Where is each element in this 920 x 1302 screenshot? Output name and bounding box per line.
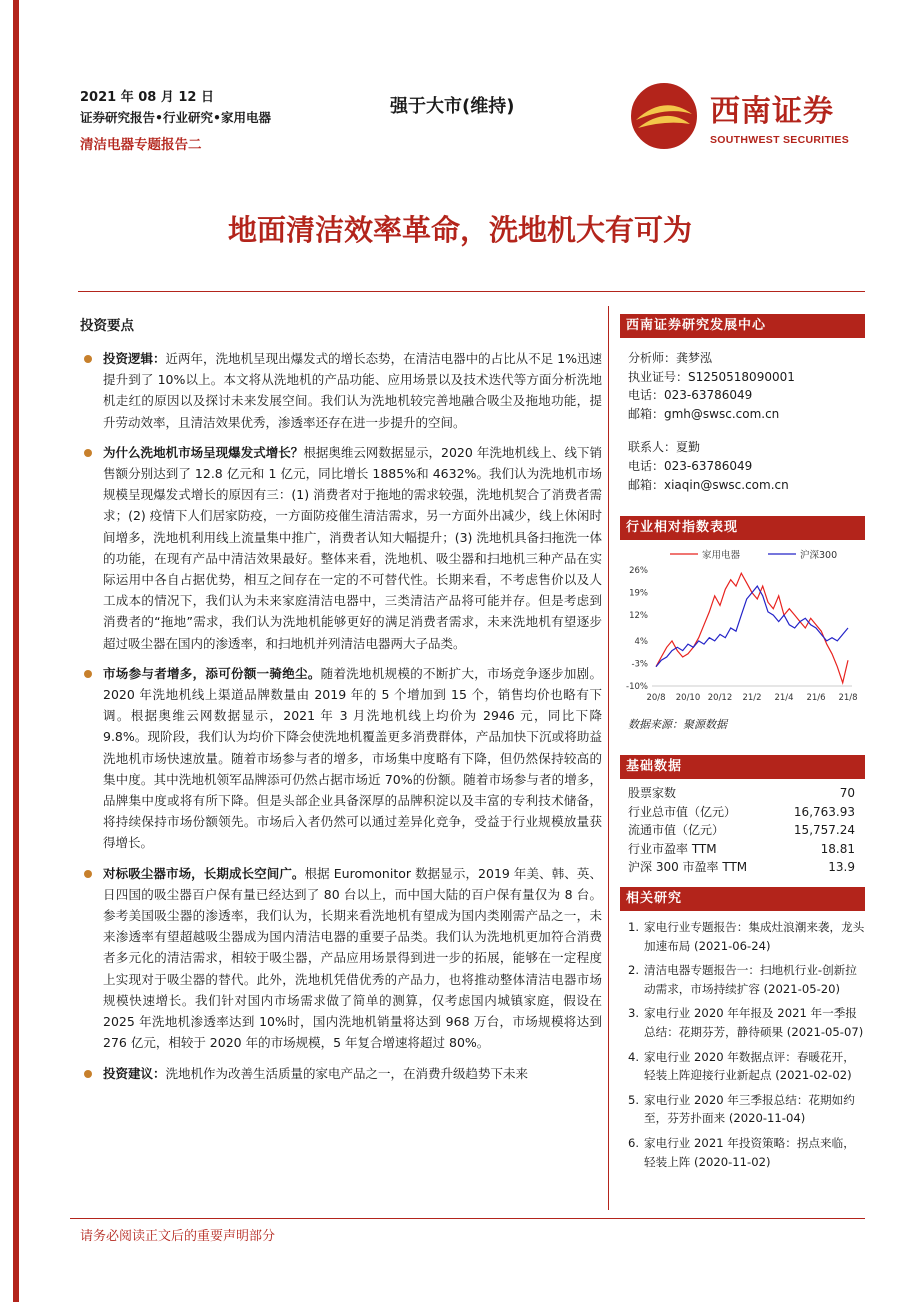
x-tick-label: 21/6 bbox=[806, 693, 826, 703]
y-tick-label: -10% bbox=[626, 682, 648, 692]
point-outlook bbox=[80, 863, 602, 1054]
y-tick-label: 4% bbox=[634, 636, 648, 647]
sidebar-basic-data bbox=[620, 755, 865, 877]
main-content bbox=[80, 314, 602, 1093]
related-text: 家电行业 2020 年年报及 2021 年一季报总结：花期芬芳，静待硕果 (2021-05-07) bbox=[644, 1006, 864, 1039]
related-index: 1. bbox=[628, 920, 640, 934]
stat-label: 股票家数 bbox=[628, 786, 677, 800]
bullet-icon bbox=[84, 870, 92, 878]
related-item[interactable] bbox=[620, 1048, 865, 1085]
bullet-icon bbox=[84, 355, 92, 363]
sidebar-center bbox=[620, 314, 865, 494]
related-text: 家电行业 2021 年投资策略：拐点来临，轻装上阵 (2020-11-02) bbox=[644, 1135, 855, 1169]
y-tick-label: 26% bbox=[629, 566, 648, 576]
company-logo bbox=[628, 80, 868, 152]
footer-disclaimer: 请务必阅读正文后的重要声明部分 bbox=[80, 1229, 276, 1244]
related-item[interactable] bbox=[620, 1091, 865, 1128]
stat-row bbox=[620, 784, 865, 803]
x-tick-label: 20/12 bbox=[707, 693, 733, 703]
x-tick-label: 20/10 bbox=[675, 693, 701, 703]
x-tick-label: 20/8 bbox=[646, 693, 666, 703]
series-line bbox=[656, 573, 848, 683]
related-index: 4. bbox=[628, 1049, 640, 1064]
analyst-phone: 电话：023-63786049 bbox=[628, 388, 753, 403]
report-title: 地面清洁效率革命，洗地机大有可为 bbox=[227, 213, 692, 247]
analyst-email[interactable]: 邮箱：gmh@swsc.com.cn bbox=[628, 406, 780, 421]
title-divider bbox=[78, 291, 865, 292]
bullet-icon bbox=[84, 449, 92, 457]
report-series: 清洁电器专题报告二 bbox=[80, 137, 202, 153]
stat-label: 流通市值（亿元） bbox=[628, 823, 725, 838]
report-category: 证券研究报告•行业研究•家用电器 bbox=[80, 110, 271, 125]
related-text: 家电行业 2020 年三季报总结：花期如约至，芬芳扑面来 (2020-11-04) bbox=[644, 1092, 855, 1126]
point-lead: 为什么洗地机市场呈现爆发式增长？ bbox=[103, 444, 304, 460]
related-index: 6. bbox=[628, 1135, 640, 1150]
contact-name: 联系人：夏勤 bbox=[628, 440, 701, 455]
point-lead: 市场参与者增多，添可份额一骑绝尘。 bbox=[103, 665, 321, 681]
related-item[interactable] bbox=[620, 961, 865, 998]
sidebar-chart-section bbox=[620, 516, 865, 540]
stat-row bbox=[620, 821, 865, 840]
point-suggestion bbox=[80, 1063, 602, 1084]
stat-value: 15,757.24 bbox=[793, 823, 855, 838]
point-text: 近两年，洗地机呈现出爆发式的增长态势，在清洁电器中的占比从不足 1%迅速提升到了 10%以上。本文将从洗地机的产品功能、应用场景以及技术迭代等方面分析洗地机走红的原因以及探讨未来发展空间。我们认为洗地机较完善地融合吸尘及拖地功能，提升劳动效率，且清洁效果优秀，渗透率还存在进一步提升的空间。 bbox=[103, 351, 602, 430]
sidebar-heading-related: 相关研究 bbox=[620, 887, 865, 911]
related-text: 清洁电器专题报告一：扫地机行业-创新拉动需求，市场持续扩容 (2021-05-20) bbox=[644, 963, 857, 996]
point-lead: 投资建议： bbox=[103, 1065, 166, 1081]
chart-svg bbox=[620, 540, 865, 712]
related-index: 5. bbox=[628, 1092, 640, 1107]
stat-row bbox=[620, 858, 865, 877]
analyst-name: 分析师：龚梦泓 bbox=[628, 351, 713, 365]
section-heading: 投资要点 bbox=[80, 318, 134, 334]
related-item[interactable] bbox=[620, 1004, 865, 1041]
bullet-icon bbox=[84, 1070, 92, 1078]
point-competition bbox=[80, 663, 602, 854]
point-growth bbox=[80, 442, 602, 654]
point-lead: 投资逻辑： bbox=[103, 351, 166, 366]
sidebar-heading-chart: 行业相对指数表现 bbox=[620, 516, 865, 540]
sidebar-heading-center: 西南证券研究发展中心 bbox=[620, 314, 865, 338]
y-tick-label: 19% bbox=[629, 588, 648, 599]
legend-label: 沪深300 bbox=[800, 550, 838, 561]
bullet-icon bbox=[84, 670, 92, 678]
point-text: 洗地机作为改善生活质量的家电产品之一，在消费升级趋势下未来 bbox=[165, 1065, 529, 1081]
stat-label: 行业市盈率 TTM bbox=[628, 841, 717, 856]
stat-value: 13.9 bbox=[828, 860, 855, 875]
contact-phone: 电话：023-63786049 bbox=[628, 458, 753, 473]
related-text: 家电行业专题报告：集成灶浪潮来袭，龙头加速布局 (2021-06-24) bbox=[644, 920, 865, 953]
footer-divider bbox=[70, 1218, 865, 1219]
index-chart bbox=[620, 540, 865, 712]
contact-email[interactable]: 邮箱：xiaqin@swsc.com.cn bbox=[628, 477, 789, 492]
analyst-license: 执业证号：S1250518090001 bbox=[628, 369, 795, 384]
column-divider bbox=[608, 306, 609, 1210]
stat-value: 18.81 bbox=[820, 841, 855, 856]
logo-text-cn: 西南证券 bbox=[710, 94, 834, 129]
sidebar-related bbox=[620, 887, 865, 1177]
point-text: 根据 Euromonitor 数据显示，2019 年美、韩、英、日四国的吸尘器百户保有量已经达到了 80 台以上，而中国大陆的百户保有量仅为 8 台。参考美国吸尘器的渗透率，我们认为，长期来看洗地机有望成为国内类刚需产品之一，未来渗透率有望超越吸尘器成为国内清洁电器的重要子品类。我们认为洗地机更加符合消费者多元化的清洁需求，相较于吸尘器，产品应用场景得到进一步的拓展，能够在一定程度上实现对于吸尘器的替代。此外，洗地机凭借优秀的产品力，也将推动整体清洁电器市场规模快速增长。我们针对国内市场需求做了简单的测算，仅考虑国内城镇家庭，假设在 2025 年洗地机渗透率达到 10%时，国内洗地机销量将达到 968 万台，市场规模将达到 276 亿元，相较于 2020 年的市场规模，5 年复合增速将超过 80%。 bbox=[103, 865, 602, 1051]
point-text: 随着洗地机规模的不断扩大，市场竞争逐步加剧。2020 年洗地机线上渠道品牌数量由 2019 年的 5 个增加到 15 个，销售均价也略有下调。根据奥维云网数据显示，2021 年 3 月洗地机线上均价为 2946 元，同比下降 9.8%。现阶段，我们认为均价下降会使洗地机覆盖更多消费群体，产品加快下沉或将助益洗地机市场快速放量。随着市场参与者的增多，市场集中度略有下降，但仍然保持较高的集中度。其中洗地机领军品牌添可仍然占据市场近 70%的份额。随着市场参与者的增多，品牌集中度或将有所下降。但是头部企业具备深厚的品牌积淀以及丰富的专利技术储备，将持续保持市场份额领先。市场后入者仍然可以通过差异化竞争，受益于行业规模放量获得增长。 bbox=[103, 665, 602, 851]
rating: 强于大市(维持) bbox=[390, 96, 515, 117]
point-text: 根据奥维云网数据显示，2020 年洗地机线上、线下销售额分别达到了 12.8 亿元和 1 亿元，同比增长 1885%和 4632%。我们认为洗地机市场规模呈现爆发式增长的原因有三：(1) 消费者对于拖地的需求较强，洗地机契合了消费者需求；(2) 疫情下人们居家防疫，一方面防疫催生清洁需求，另一方面外出减少，线上休闲时间增多，洗地机利用线上流量集中推广，消费者认知大幅提升；(3) 洗地机具备扫拖洗一体的功能，在现有产品中清洁效果最好。整体来看，洗地机、吸尘器和扫地机三种产品在实际运用中各自占据优势，相互之间存在一定的不可替代性。长期来看，不考虑售价以及人工成本的情况下，我们认为未来家庭清洁电器中，三类清洁产品将可能并存。但是考虑到消费者的“拖地”需求，我们认为洗地机能够更好的满足消费者需求，未来洗地机有望逐步超过吸尘器在国内的渗透率，和扫地机并列清洁电器两大子品类。 bbox=[103, 444, 602, 651]
x-tick-label: 21/4 bbox=[774, 693, 794, 703]
stat-row bbox=[620, 803, 865, 822]
stat-value: 70 bbox=[839, 786, 855, 800]
stat-value: 16,763.93 bbox=[793, 804, 855, 819]
related-text: 家电行业 2020 年数据点评：春暖花开，轻装上阵迎接行业新起点 (2021-02-02) bbox=[644, 1049, 855, 1083]
logo-emblem-icon bbox=[628, 80, 700, 152]
related-index: 2. bbox=[628, 963, 640, 978]
y-tick-label: -3% bbox=[631, 659, 648, 670]
logo-text-en: SOUTHWEST SECURITIES bbox=[710, 134, 850, 146]
x-tick-label: 21/8 bbox=[838, 693, 858, 703]
chart-source: 数据来源：聚源数据 bbox=[628, 718, 727, 731]
sidebar-heading-basic: 基础数据 bbox=[620, 755, 865, 779]
related-item[interactable] bbox=[620, 918, 865, 955]
x-tick-label: 21/2 bbox=[742, 693, 762, 703]
stat-row bbox=[620, 840, 865, 859]
report-date: 2021 年 08 月 12 日 bbox=[80, 90, 214, 105]
series-line bbox=[656, 586, 848, 667]
point-lead: 对标吸尘器市场，长期成长空间广。 bbox=[103, 865, 305, 881]
left-accent-bar bbox=[13, 0, 19, 1302]
stat-label: 沪深 300 市盈率 TTM bbox=[628, 860, 748, 875]
point-logic bbox=[80, 348, 602, 433]
legend-label: 家用电器 bbox=[702, 550, 741, 561]
y-tick-label: 12% bbox=[629, 611, 648, 622]
stat-label: 行业总市值（亿元） bbox=[628, 804, 737, 819]
related-index: 3. bbox=[628, 1006, 640, 1021]
related-item[interactable] bbox=[620, 1134, 865, 1171]
